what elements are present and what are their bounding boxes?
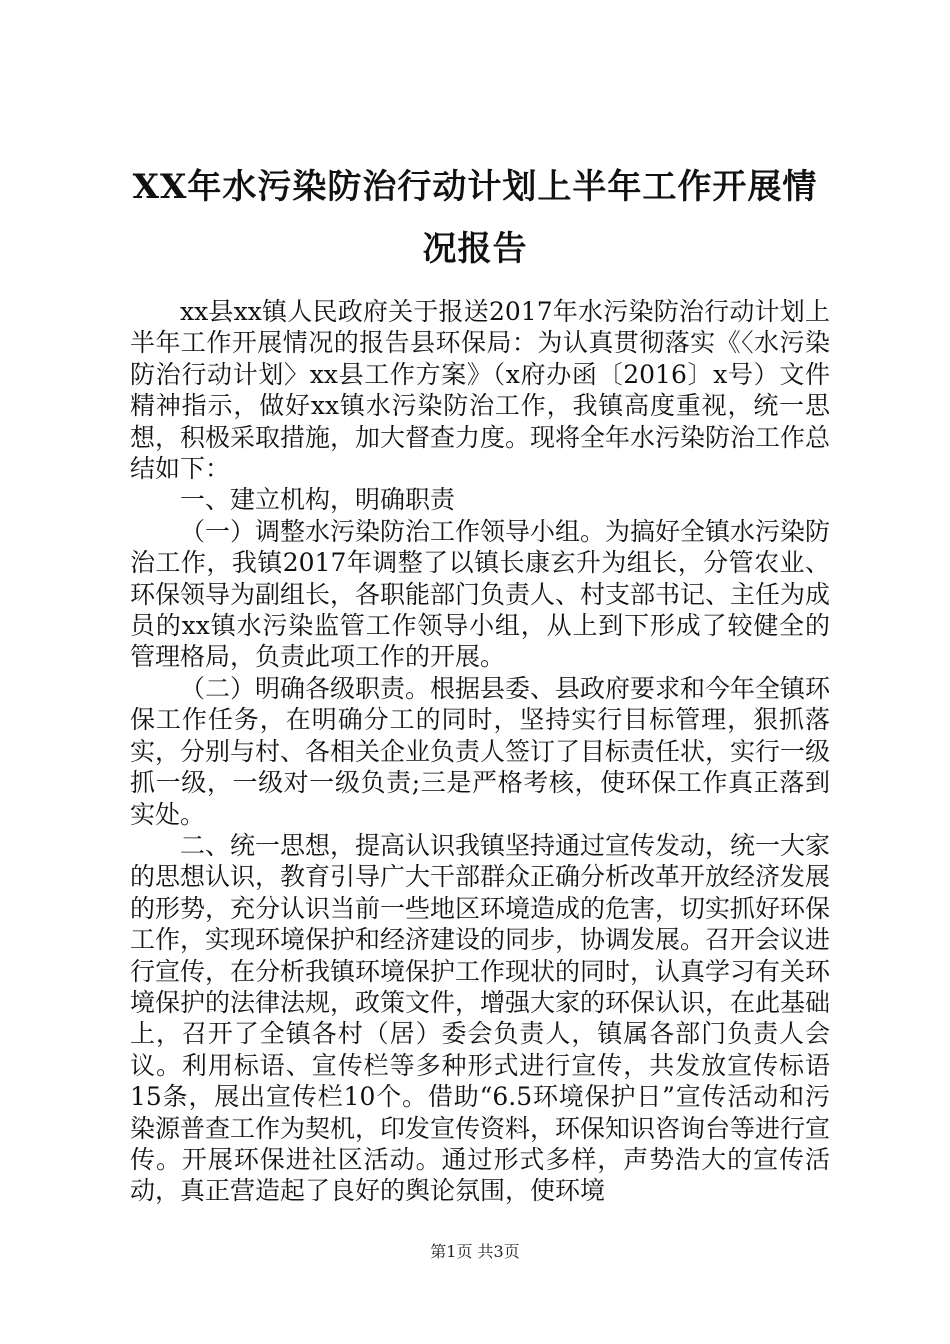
subsection-paragraph-2: （二）明确各级职责。根据县委、县政府要求和今年全镇环保工作任务，在明确分工的同时，坚持实行目标管理，狠抓落实，分别与村、各相关企业负责人签订了目标责任状，实行一级抓一级，一级对一级负责;三是严格考核，使环保工作真正落到实处。 <box>130 673 831 829</box>
intro-paragraph: xx县xx镇人民政府关于报送2017年水污染防治行动计划上半年工作开展情况的报告县环保局：为认真贯彻落实《〈水污染防治行动计划〉xx县工作方案》（x府办函〔2016〕x号）文件精神指示，做好xx镇水污染防治工作，我镇高度重视，统一思想，积极采取措施，加大督查力度。现将全年水污染防治工作总结如下： <box>130 297 831 484</box>
section-paragraph-2: 二、统一思想，提高认识我镇坚持通过宣传发动，统一大家的思想认识，教育引导广大干部群众正确分析改革开放经济发展的形势，充分认识当前一些地区环境造成的危害，切实抓好环保工作，实现环境保护和经济建设的同步，协调发展。召开会议进行宣传，在分析我镇环境保护工作现状的同时，认真学习有关环境保护的法律法规，政策文件，增强大家的环保认识，在此基础上，召开了全镇各村（居）委会负责人，镇属各部门负责人会议。利用标语、宣传栏等多种形式进行宣传，共发放宣传标语15条，展出宣传栏10个。借助“6.5环境保护日”宣传活动和污染源普查工作为契机，印发宣传资料，环保知识咨询台等进行宣传。开展环保进社区活动。通过形式多样，声势浩大的宣传活动，真正营造起了良好的舆论氛围，使环境 <box>130 830 831 1206</box>
document-body <box>130 296 830 1207</box>
page-number-footer: 第1页 共3页 <box>430 1242 520 1261</box>
subsection-paragraph-1: （一）调整水污染防治工作领导小组。为搞好全镇水污染防治工作，我镇2017年调整了以镇长康玄升为组长，分管农业、环保领导为副组长，各职能部门负责人、村支部书记、主任为成员的xx镇水污染监管工作领导小组，从上到下形成了较健全的管理格局，负责此项工作的开展。 <box>130 516 831 672</box>
document-title: XX年水污染防治行动计划上半年工作开展情况报告 <box>132 167 818 269</box>
section-heading-1: 一、建立机构，明确职责 <box>180 485 456 515</box>
